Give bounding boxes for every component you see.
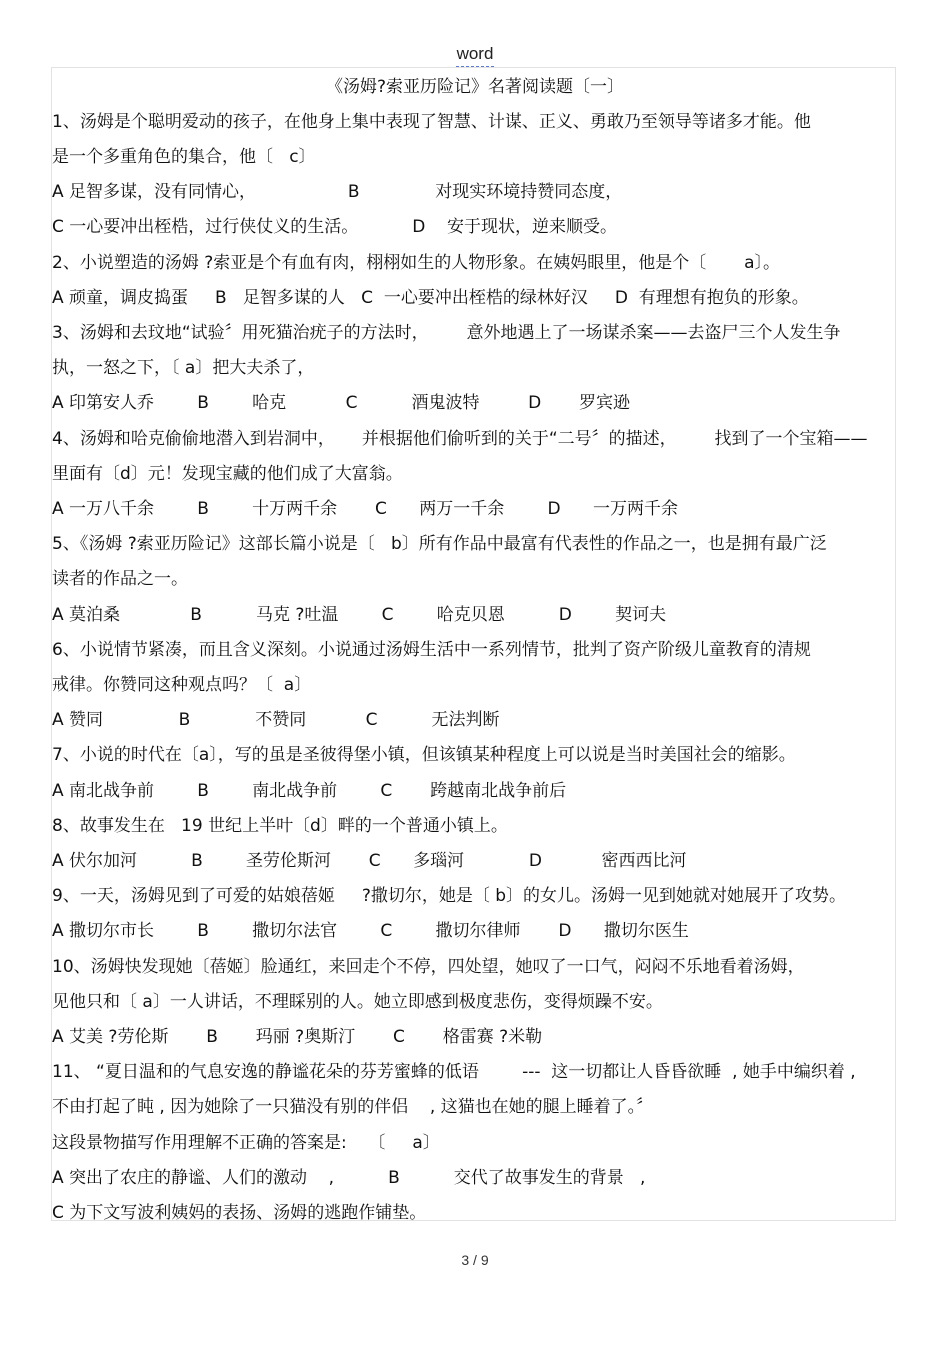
doc-line: A 赞同 B 不赞同 C 无法判断 xyxy=(52,710,500,730)
doc-line: 6、小说情节紧凑，而且含义深刻。小说通过汤姆生活中一系列情节，批判了资产阶级儿童教育的清规 xyxy=(52,640,811,660)
doc-line: A 足智多谋，没有同情心， B 对现实环境持赞同态度， xyxy=(52,182,623,202)
doc-line: 8、故事发生在 19 世纪上半叶〔d〕畔的一个普通小镇上。 xyxy=(52,816,508,836)
doc-line: 3、汤姆和去玟地“试验〞用死猫治疣子的方法时， 意外地遇上了一场谋杀案——去盗尸三个人发生争 xyxy=(52,323,841,343)
doc-line: 戒律。你赞同这种观点吗？〔 a〕 xyxy=(52,675,312,695)
doc-line: 执，一怒之下，〔 a〕把大夫杀了， xyxy=(52,358,315,378)
doc-line: 读者的作品之一。 xyxy=(52,569,188,589)
doc-line: C 一心要冲出桎梏，过行侠仗义的生活。 D 安于现状，逆来顺受。 xyxy=(52,217,618,237)
doc-line: 不由打起了盹 , 因为她除了一只猫没有别的伴侣 , 这猫也在她的腿上睡着了。〞 xyxy=(52,1097,654,1117)
doc-line: A 顽童，调皮捣蛋 B 足智多谋的人 C 一心要冲出桎梏的绿林好汉 D 有理想有抱负的形象。 xyxy=(52,288,809,308)
doc-line: A 南北战争前 B 南北战争前 C 跨越南北战争前后 xyxy=(52,781,567,801)
page-number: 3 / 9 xyxy=(461,1252,489,1268)
doc-line: A 突出了农庄的静谧、人们的激动 , B 交代了故事发生的背景 , xyxy=(52,1168,646,1188)
doc-line: A 印第安人乔 B 哈克 C 酒鬼波特 D 罗宾逊 xyxy=(52,393,631,413)
doc-line: A 撒切尔市长 B 撒切尔法官 C 撒切尔律师 D 撒切尔医生 xyxy=(52,921,689,941)
doc-line: 11、 “夏日温和的气息安逸的静谧花朵的芬芳蜜蜂的低语 --- 这一切都让人昏昏欲睡 , 她手中编织着 , xyxy=(52,1062,856,1082)
doc-line: 这段景物描写作用理解不正确的答案是: 〔 a〕 xyxy=(52,1133,440,1153)
doc-line: 10、汤姆快发现她〔蓓姬〕脸通红，来回走个不停，四处望，她叹了一口气，闷闷不乐地看着汤姆， xyxy=(52,957,805,977)
doc-line: 是一个多重角色的集合，他〔 c〕 xyxy=(52,147,316,167)
doc-line: 5、《汤姆 ?索亚历险记》这部长篇小说是〔 b〕所有作品中最富有代表性的作品之一，也是拥有最广泛 xyxy=(52,534,827,554)
doc-line: A 莫泊桑 B 马克 ?吐温 C 哈克贝恩 D 契诃夫 xyxy=(52,605,667,625)
doc-line: 里面有〔d〕元！发现宝藏的他们成了大富翁。 xyxy=(52,464,403,484)
doc-line: 2、小说塑造的汤姆 ?索亚是个有血有肉，栩栩如生的人物形象。在姨妈眼里，他是个〔 a〕。 xyxy=(52,253,780,273)
doc-line: A 一万八千余 B 十万两千余 C 两万一千余 D 一万两千余 xyxy=(52,499,679,519)
doc-line: 4、汤姆和哈克偷偷地潜入到岩洞中， 并根据他们偷听到的关于“二号〞的描述， 找到了一个宝箱—— xyxy=(52,429,868,449)
doc-line: A 艾美 ?劳伦斯 B 玛丽 ?奥斯汀 C 格雷赛 ?米勒 xyxy=(52,1027,543,1047)
doc-line: A 伏尔加河 B 圣劳伦斯河 C 多瑙河 D 密西西比河 xyxy=(52,851,687,871)
doc-title: 《汤姆?索亚历险记》名著阅读题〔一〕 xyxy=(325,77,625,97)
doc-line: C 为下文写波利姨妈的表扬、汤姆的逃跑作铺垫。 xyxy=(52,1203,427,1223)
header-word: word xyxy=(456,44,494,63)
doc-line: 7、小说的时代在〔a〕，写的虽是圣彼得堡小镇，但该镇某种程度上可以说是当时美国社会的缩影。 xyxy=(52,745,796,765)
doc-line: 见他只和〔 a〕一人讲话，不理睬别的人。她立即感到极度悲伤，变得烦躁不安。 xyxy=(52,992,663,1012)
doc-line: 9、一天，汤姆见到了可爱的姑娘蓓姬 ?撒切尔，她是〔 b〕的女儿。汤姆一见到她就对她展开了攻势。 xyxy=(52,886,847,906)
doc-line: 1、汤姆是个聪明爱动的孩子，在他身上集中表现了智慧、计谋、正义、勇敢乃至领导等诸多才能。他 xyxy=(52,112,811,132)
